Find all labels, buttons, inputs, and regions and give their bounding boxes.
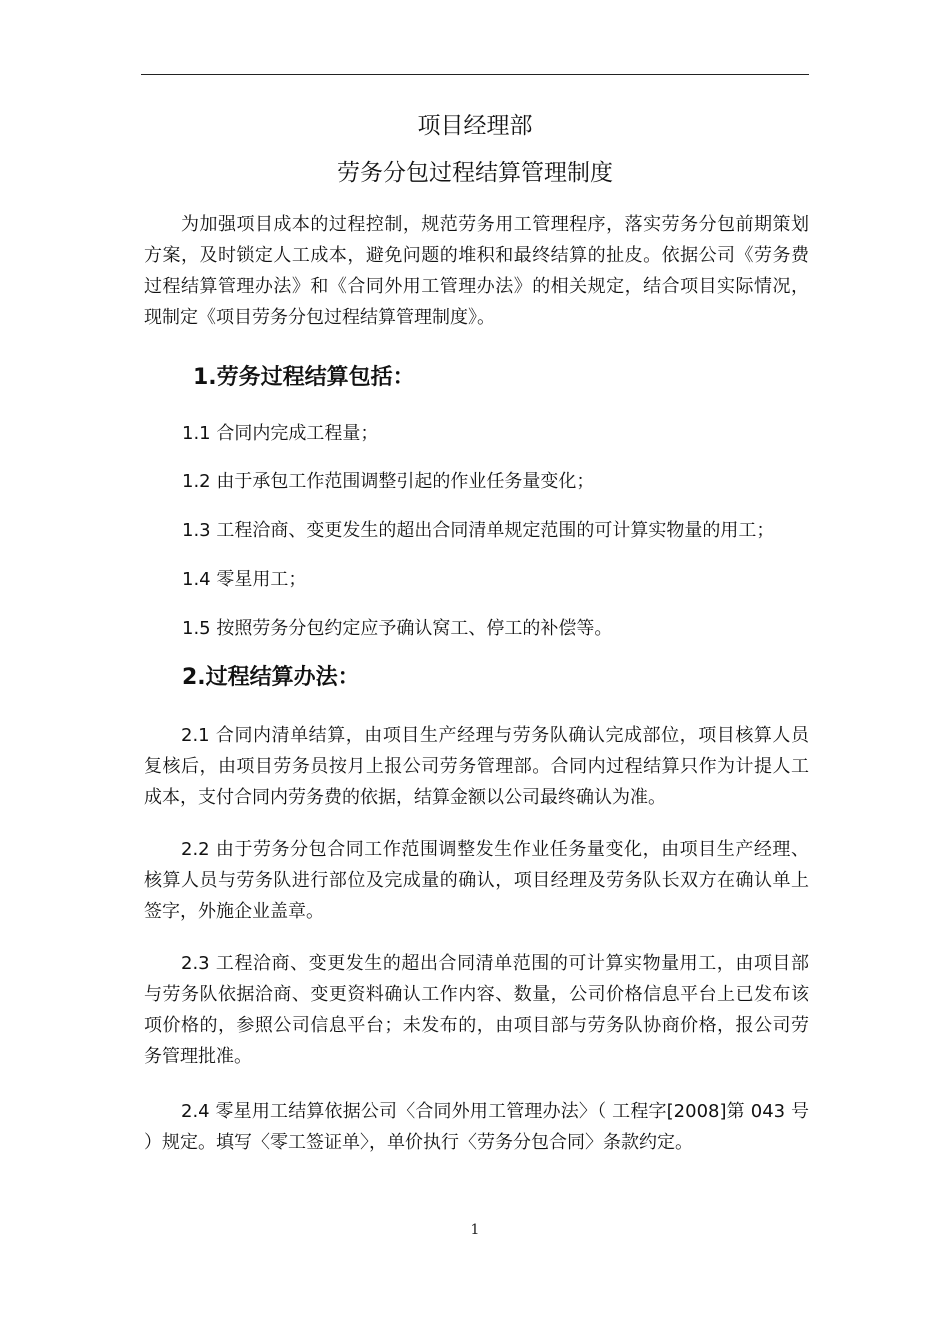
section-2-paragraph: 2.4 零星用工结算依据公司〈合同外用工管理办法〉（ 工程字[2008]第 043 号 ）规定。填写〈零工签证单〉，单价执行〈劳务分包合同〉条款约定。 [144, 1101, 809, 1153]
section-2-paragraph: 2.1 合同内清单结算，由项目生产经理与劳务队确认完成部位，项目核算人员复核后，由项目劳务员按月上报公司劳务管理部。合同内过程结算只作为计提人工成本，支付合同内劳务费的依据，结算金额以公司最终确认为准。 [144, 725, 809, 808]
document-title-department: 项目经理部 [417, 113, 533, 139]
intro-paragraph: 为加强项目成本的过程控制，规范劳务用工管理程序，落实劳务分包前期策划方案，及时锁定人工成本，避免问题的堆积和最终结算的扯皮。依据公司《劳务费过程结算管理办法》和《合同外用工管理办法》的相关规定，结合项目实际情况，现制定《项目劳务分包过程结算管理制度》。 [144, 214, 809, 328]
section-1-heading: 1.劳务过程结算包括： [193, 365, 415, 390]
section-1-item: 1.1 合同内完成工程量； [182, 423, 379, 444]
section-1-item: 1.5 按照劳务分包约定应予确认窝工、停工的补偿等。 [182, 618, 613, 639]
section-2-paragraph: 2.2 由于劳务分包合同工作范围调整发生作业任务量变化，由项目生产经理、核算人员与劳务队进行部位及完成量的确认，项目经理及劳务队长双方在确认单上签字，外施企业盖章。 [144, 839, 809, 922]
section-2-heading: 2.过程结算办法： [182, 665, 360, 690]
section-1-item: 1.2 由于承包工作范围调整引起的作业任务量变化； [182, 471, 595, 492]
section-1-item: 1.4 零星用工； [182, 569, 307, 590]
document-title-regulation: 劳务分包过程结算管理制度 [337, 160, 613, 186]
section-1-item: 1.3 工程洽商、变更发生的超出合同清单规定范围的可计算实物量的用工； [182, 520, 775, 541]
section-2-paragraph: 2.3 工程洽商、变更发生的超出合同清单范围的可计算实物量用工，由项目部与劳务队依据洽商、变更资料确认工作内容、数量，公司价格信息平台上已发布该项价格的，参照公司信息平台；未发布的，由项目部与劳务队协商价格，报公司劳务管理批准。 [144, 953, 809, 1067]
page-number: 1 [470, 1222, 480, 1238]
header-rule [141, 74, 809, 75]
